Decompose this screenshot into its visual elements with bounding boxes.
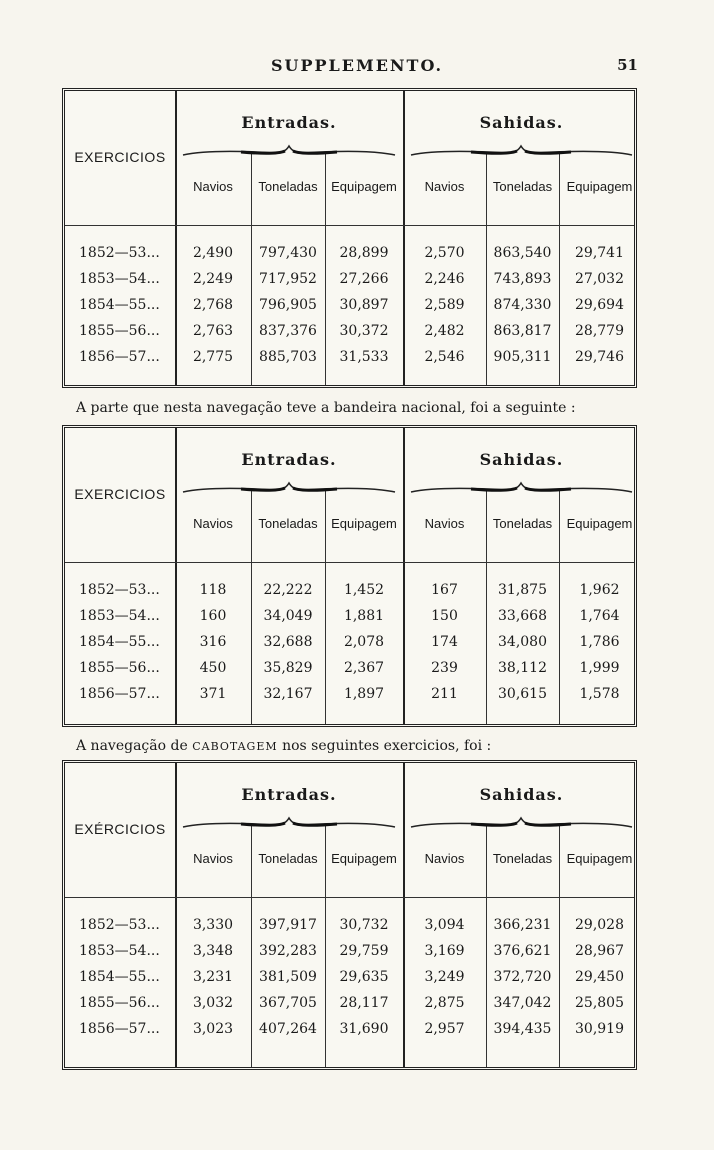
table-row xyxy=(65,682,634,706)
sahidas-title: Sahidas. xyxy=(479,450,564,469)
cell-out-equipagem: 1,578 xyxy=(579,686,620,702)
cell-out-navios: 2,589 xyxy=(424,297,465,313)
cell-out-navios: 2,957 xyxy=(424,1021,465,1037)
cell-in-equipagem: 30,732 xyxy=(339,917,389,933)
cell-out-toneladas: 30,615 xyxy=(498,686,547,702)
cell-out-equipagem: 30,919 xyxy=(575,1021,624,1037)
cell-out-toneladas: 743,893 xyxy=(493,271,552,287)
cell-in-toneladas: 796,905 xyxy=(259,297,317,313)
table-row xyxy=(65,319,634,343)
cell-in-toneladas: 885,703 xyxy=(259,349,317,365)
col-equipagem-in: Equipagem xyxy=(331,851,397,866)
cell-out-toneladas: 874,330 xyxy=(493,297,552,313)
table-row xyxy=(65,345,634,369)
col-equipagem-out: Equipagem xyxy=(566,179,633,194)
cell-in-equipagem: 29,635 xyxy=(339,969,389,985)
note-bandeira-nacional: A parte que nesta navegação teve a bandeira nacional, foi a seguinte : xyxy=(76,400,576,416)
cell-period: 1856—57... xyxy=(79,1021,160,1037)
cell-out-equipagem: 29,746 xyxy=(575,349,624,365)
cell-out-navios: 2,482 xyxy=(424,323,465,339)
cell-out-equipagem: 28,967 xyxy=(575,943,624,959)
cell-in-toneladas: 797,430 xyxy=(259,245,317,261)
cell-period: 1853—54... xyxy=(79,271,160,287)
cell-in-navios: 2,768 xyxy=(192,297,234,313)
col-toneladas-out: Toneladas xyxy=(492,179,553,194)
entradas-title: Entradas. xyxy=(241,113,337,132)
sahidas-brace xyxy=(409,815,634,831)
entradas-brace xyxy=(181,143,397,159)
col-equipagem-out: Equipagem xyxy=(566,516,633,531)
sahidas-brace xyxy=(409,480,634,496)
cell-period: 1854—55... xyxy=(79,969,160,985)
cell-in-toneladas: 717,952 xyxy=(259,271,317,287)
note-cabotagem-before: A navegação de xyxy=(76,738,193,754)
col-navios-out: Navios xyxy=(424,851,465,866)
table-row xyxy=(65,267,634,291)
table-row xyxy=(65,293,634,317)
table-row xyxy=(65,913,634,937)
table-row xyxy=(65,630,634,654)
note-cabotagem-word: CABOTAGEM xyxy=(192,740,278,753)
sahidas-brace xyxy=(409,143,634,159)
cell-in-equipagem: 28,117 xyxy=(339,995,389,1011)
cell-out-navios: 239 xyxy=(431,660,458,676)
cell-in-equipagem: 1,452 xyxy=(343,582,385,598)
cell-out-navios: 174 xyxy=(431,634,458,650)
cell-period: 1853—54... xyxy=(79,943,160,959)
cell-in-toneladas: 367,705 xyxy=(259,995,317,1011)
cell-period: 1856—57... xyxy=(79,349,160,365)
col-equipagem-out: Equipagem xyxy=(566,851,633,866)
table-cabotagem xyxy=(62,760,637,1070)
cell-in-toneladas: 392,283 xyxy=(259,943,317,959)
cell-out-toneladas: 372,720 xyxy=(493,969,552,985)
cell-out-navios: 2,546 xyxy=(424,349,465,365)
cell-out-navios: 2,246 xyxy=(424,271,465,287)
cell-out-equipagem: 1,764 xyxy=(579,608,620,624)
cell-in-toneladas: 32,167 xyxy=(263,686,313,702)
col-toneladas-in: Toneladas xyxy=(258,516,318,531)
cell-in-navios: 3,231 xyxy=(192,969,234,985)
cell-out-equipagem: 27,032 xyxy=(575,271,624,287)
cell-out-navios: 2,875 xyxy=(424,995,465,1011)
cell-period: 1852—53... xyxy=(79,917,160,933)
cell-in-equipagem: 1,897 xyxy=(343,686,385,702)
cell-out-navios: 3,249 xyxy=(424,969,465,985)
cell-in-navios: 371 xyxy=(199,686,227,702)
cell-out-toneladas: 863,540 xyxy=(493,245,552,261)
cell-in-navios: 118 xyxy=(199,582,227,598)
cell-out-equipagem: 28,779 xyxy=(575,323,624,339)
col-equipagem-in: Equipagem xyxy=(331,516,397,531)
table-bandeira-nacional xyxy=(62,425,637,727)
cell-out-navios: 211 xyxy=(431,686,458,702)
cell-out-navios: 3,094 xyxy=(424,917,465,933)
cell-period: 1855—56... xyxy=(79,660,160,676)
note-cabotagem-after: nos seguintes exercicios, foi : xyxy=(277,738,492,754)
cell-out-navios: 150 xyxy=(431,608,458,624)
cell-out-equipagem: 29,694 xyxy=(575,297,624,313)
entradas-title: Entradas. xyxy=(241,450,337,469)
cell-in-navios: 3,023 xyxy=(192,1021,234,1037)
entradas-brace xyxy=(181,815,397,831)
cell-in-equipagem: 28,899 xyxy=(339,245,389,261)
cell-in-navios: 316 xyxy=(199,634,227,650)
table-navegacao-total xyxy=(62,88,637,388)
cell-in-equipagem: 31,533 xyxy=(339,349,389,365)
cell-in-toneladas: 35,829 xyxy=(263,660,313,676)
exercicios-label: EXÉRCICIOS xyxy=(74,821,166,837)
cell-out-equipagem: 29,741 xyxy=(575,245,624,261)
cell-in-navios: 3,330 xyxy=(192,917,234,933)
cell-in-equipagem: 29,759 xyxy=(339,943,389,959)
cell-out-equipagem: 29,028 xyxy=(575,917,624,933)
table-row xyxy=(65,991,634,1015)
cell-out-toneladas: 31,875 xyxy=(498,582,547,598)
cell-out-toneladas: 863,817 xyxy=(493,323,552,339)
cell-period: 1852—53... xyxy=(79,582,160,598)
sahidas-title: Sahidas. xyxy=(479,785,564,804)
cell-in-toneladas: 837,376 xyxy=(259,323,317,339)
cell-out-toneladas: 38,112 xyxy=(498,660,547,676)
cell-period: 1855—56... xyxy=(79,323,160,339)
col-toneladas-out: Toneladas xyxy=(492,516,553,531)
cell-period: 1852—53... xyxy=(79,245,160,261)
note-cabotagem xyxy=(76,738,696,754)
table-row xyxy=(65,604,634,628)
cell-in-navios: 2,763 xyxy=(192,323,234,339)
cell-in-toneladas: 34,049 xyxy=(263,608,313,624)
cell-in-toneladas: 397,917 xyxy=(259,917,317,933)
cell-in-toneladas: 381,509 xyxy=(259,969,317,985)
col-navios-in: Navios xyxy=(193,516,233,531)
exercicios-label: EXERCICIOS xyxy=(74,149,166,165)
cell-out-navios: 3,169 xyxy=(424,943,465,959)
col-navios-out: Navios xyxy=(424,516,465,531)
cell-out-navios: 2,570 xyxy=(424,245,465,261)
cell-out-toneladas: 33,668 xyxy=(498,608,547,624)
cell-in-equipagem: 30,372 xyxy=(339,323,389,339)
table-row xyxy=(65,656,634,680)
cell-out-toneladas: 34,080 xyxy=(498,634,547,650)
cell-in-navios: 2,490 xyxy=(192,245,234,261)
table-row xyxy=(65,241,634,265)
table-row xyxy=(65,965,634,989)
cell-out-toneladas: 394,435 xyxy=(493,1021,552,1037)
cell-in-toneladas: 407,264 xyxy=(259,1021,317,1037)
col-equipagem-in: Equipagem xyxy=(331,179,397,194)
cell-out-equipagem: 29,450 xyxy=(575,969,624,985)
page-number: 51 xyxy=(617,56,638,74)
cell-out-toneladas: 366,231 xyxy=(493,917,552,933)
col-navios-in: Navios xyxy=(193,851,233,866)
cell-in-navios: 3,032 xyxy=(192,995,234,1011)
col-navios-in: Navios xyxy=(193,179,233,194)
cell-out-equipagem: 1,786 xyxy=(579,634,620,650)
col-navios-out: Navios xyxy=(424,179,465,194)
cell-in-navios: 450 xyxy=(199,660,227,676)
cell-out-equipagem: 1,962 xyxy=(579,582,620,598)
cell-in-toneladas: 22,222 xyxy=(263,582,313,598)
table-row xyxy=(65,939,634,963)
table-row xyxy=(65,578,634,602)
col-toneladas-in: Toneladas xyxy=(258,179,318,194)
entradas-title: Entradas. xyxy=(241,785,337,804)
sahidas-title: Sahidas. xyxy=(479,113,564,132)
cell-period: 1853—54... xyxy=(79,608,160,624)
cell-out-navios: 167 xyxy=(431,582,458,598)
cell-in-toneladas: 32,688 xyxy=(263,634,313,650)
cell-period: 1855—56... xyxy=(79,995,160,1011)
cell-in-equipagem: 2,078 xyxy=(343,634,385,650)
cell-out-toneladas: 347,042 xyxy=(493,995,552,1011)
cell-in-navios: 160 xyxy=(199,608,227,624)
cell-out-equipagem: 25,805 xyxy=(575,995,624,1011)
cell-in-equipagem: 27,266 xyxy=(339,271,389,287)
cell-in-navios: 2,249 xyxy=(192,271,234,287)
table-row xyxy=(65,1017,634,1041)
cell-in-equipagem: 31,690 xyxy=(339,1021,389,1037)
cell-in-navios: 2,775 xyxy=(192,349,234,365)
page-title: SUPPLEMENTO. xyxy=(270,56,444,75)
cell-period: 1856—57... xyxy=(79,686,160,702)
cell-in-navios: 3,348 xyxy=(192,943,234,959)
entradas-brace xyxy=(181,480,397,496)
exercicios-label: EXERCICIOS xyxy=(74,486,166,502)
cell-in-equipagem: 2,367 xyxy=(343,660,385,676)
cell-period: 1854—55... xyxy=(79,634,160,650)
cell-out-equipagem: 1,999 xyxy=(579,660,620,676)
cell-out-toneladas: 905,311 xyxy=(493,349,552,365)
cell-in-equipagem: 30,897 xyxy=(339,297,389,313)
cell-in-equipagem: 1,881 xyxy=(343,608,385,624)
cell-out-toneladas: 376,621 xyxy=(493,943,552,959)
col-toneladas-in: Toneladas xyxy=(258,851,318,866)
col-toneladas-out: Toneladas xyxy=(492,851,553,866)
cell-period: 1854—55... xyxy=(79,297,160,313)
page-header xyxy=(0,52,714,82)
